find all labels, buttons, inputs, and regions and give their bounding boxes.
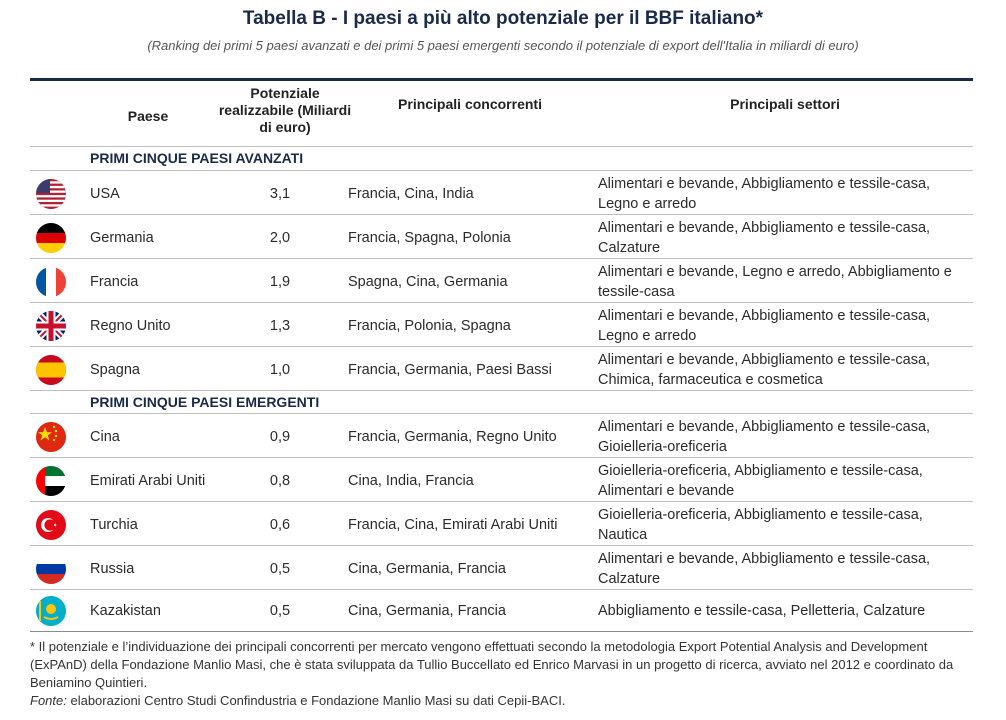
table-row: [30, 216, 973, 258]
table-row: [30, 348, 973, 390]
divider: [30, 302, 973, 303]
potential-value: 0,9: [269, 429, 291, 445]
sectors: Gioielleria-oreficeria, Abbigliamento e tessile-casa, Alimentari e bevande: [598, 463, 923, 499]
divider: [30, 390, 973, 391]
sectors: Alimentari e bevande, Abbigliamento e tessile-casa, Chimica, farmaceutica e cosmetica: [598, 352, 931, 388]
table-row: [30, 304, 973, 346]
turkey-flag-icon: [36, 510, 66, 540]
section-emergenti: PRIMI CINQUE PAESI EMERGENTI: [90, 394, 320, 410]
divider: [30, 214, 973, 215]
potential-value: 2,0: [269, 230, 291, 246]
potential-value: 0,8: [269, 473, 291, 489]
source-label: Fonte:: [30, 693, 67, 708]
country-name: Kazakistan: [90, 603, 161, 619]
divider: [30, 457, 973, 458]
competitors: Cina, Germania, Francia: [348, 603, 506, 619]
divider: [30, 346, 973, 347]
country-name: Spagna: [90, 362, 140, 378]
country-name: Germania: [90, 230, 154, 246]
potential-value: 0,5: [269, 561, 291, 577]
table-title: Tabella B - I paesi a più alto potenziale per il BBF italiano*: [242, 8, 764, 29]
header-settori: Principali settori: [730, 96, 840, 112]
competitors: Cina, India, Francia: [348, 473, 474, 489]
usa-flag-icon: [36, 179, 66, 209]
footnote-text: * Il potenziale e l’individuazione dei principali concorrenti per mercato vengono effettuati secondo la metodologia Export Potential Analysis and Development (ExPAnD) della Fondazione Manlio Masi, che è stata sviluppata da Tullio Buccellato ed Enrico Marvasi in un progetto di ricerca, avviato nel 2012 e coordinato da Beniamino Quintieri.: [30, 639, 954, 690]
kazakhstan-flag-icon: [36, 596, 66, 626]
bottom-rule: [30, 631, 973, 632]
table-row: [30, 503, 973, 545]
competitors: Francia, Cina, India: [348, 186, 474, 202]
germany-flag-icon: [36, 223, 66, 253]
table-row: [30, 459, 973, 501]
divider: [30, 170, 973, 171]
country-name: Francia: [90, 274, 139, 290]
country-name: Emirati Arabi Uniti: [90, 473, 206, 489]
sectors: Gioielleria-oreficeria, Abbigliamento e tessile-casa, Nautica: [598, 507, 923, 543]
potential-value: 1,3: [269, 318, 291, 334]
divider: [30, 258, 973, 259]
table-subtitle: (Ranking dei primi 5 paesi avanzati e dei primi 5 paesi emergenti secondo il potenziale di export dell'Italia in miliardi di euro): [147, 38, 859, 53]
uae-flag-icon: [36, 466, 66, 496]
competitors: Spagna, Cina, Germania: [348, 274, 508, 290]
table-row: [30, 172, 973, 214]
header-potenziale: Potenziale realizzabile (Miliardi di euro): [218, 85, 352, 135]
sectors: Alimentari e bevande, Abbigliamento e tessile-casa, Legno e arredo: [598, 308, 931, 344]
table-row: [30, 589, 973, 631]
header-paese: Paese: [127, 108, 169, 124]
table-row: [30, 415, 973, 457]
country-name: Cina: [90, 429, 120, 445]
table-row: [30, 547, 973, 589]
source-line: [30, 692, 980, 710]
competitors: Francia, Germania, Regno Unito: [348, 429, 557, 445]
competitors: Francia, Spagna, Polonia: [348, 230, 511, 246]
competitors: Francia, Polonia, Spagna: [348, 318, 511, 334]
divider: [30, 501, 973, 502]
spain-flag-icon: [36, 355, 66, 385]
section-avanzati: PRIMI CINQUE PAESI AVANZATI: [90, 150, 304, 166]
sectors: Abbigliamento e tessile-casa, Pelletteria, Calzature: [598, 603, 926, 619]
divider: [30, 413, 973, 414]
top-rule: [30, 78, 973, 81]
country-name: Turchia: [90, 517, 138, 533]
country-name: Russia: [90, 561, 135, 577]
sectors: Alimentari e bevande, Abbigliamento e tessile-casa, Legno e arredo: [598, 176, 931, 212]
country-name: Regno Unito: [90, 318, 171, 334]
country-name: USA: [90, 186, 120, 202]
potential-value: 1,0: [269, 362, 291, 378]
footnote: [30, 638, 980, 710]
potential-value: 1,9: [269, 274, 291, 290]
header-concorrenti: Principali concorrenti: [398, 96, 542, 112]
competitors: Francia, Germania, Paesi Bassi: [348, 362, 552, 378]
divider: [30, 545, 973, 546]
source-text: elaborazioni Centro Studi Confindustria e Fondazione Manlio Masi su dati Cepii-BACI.: [66, 693, 566, 708]
china-flag-icon: [36, 422, 66, 452]
potential-value: 3,1: [269, 186, 291, 202]
sectors: Alimentari e bevande, Legno e arredo, Abbigliamento e tessile-casa: [598, 264, 952, 300]
potential-value: 0,5: [269, 603, 291, 619]
sectors: Alimentari e bevande, Abbigliamento e tessile-casa, Calzature: [598, 551, 931, 587]
divider: [30, 146, 973, 147]
uk-flag-icon: [36, 311, 66, 341]
sectors: Alimentari e bevande, Abbigliamento e tessile-casa, Gioielleria-oreficeria: [598, 419, 931, 455]
potential-value: 0,6: [269, 517, 291, 533]
competitors: Cina, Germania, Francia: [348, 561, 506, 577]
sectors: Alimentari e bevande, Abbigliamento e tessile-casa, Calzature: [598, 220, 931, 256]
table-row: [30, 260, 973, 302]
competitors: Francia, Cina, Emirati Arabi Uniti: [348, 517, 558, 533]
russia-flag-icon: [36, 554, 66, 584]
france-flag-icon: [36, 267, 66, 297]
